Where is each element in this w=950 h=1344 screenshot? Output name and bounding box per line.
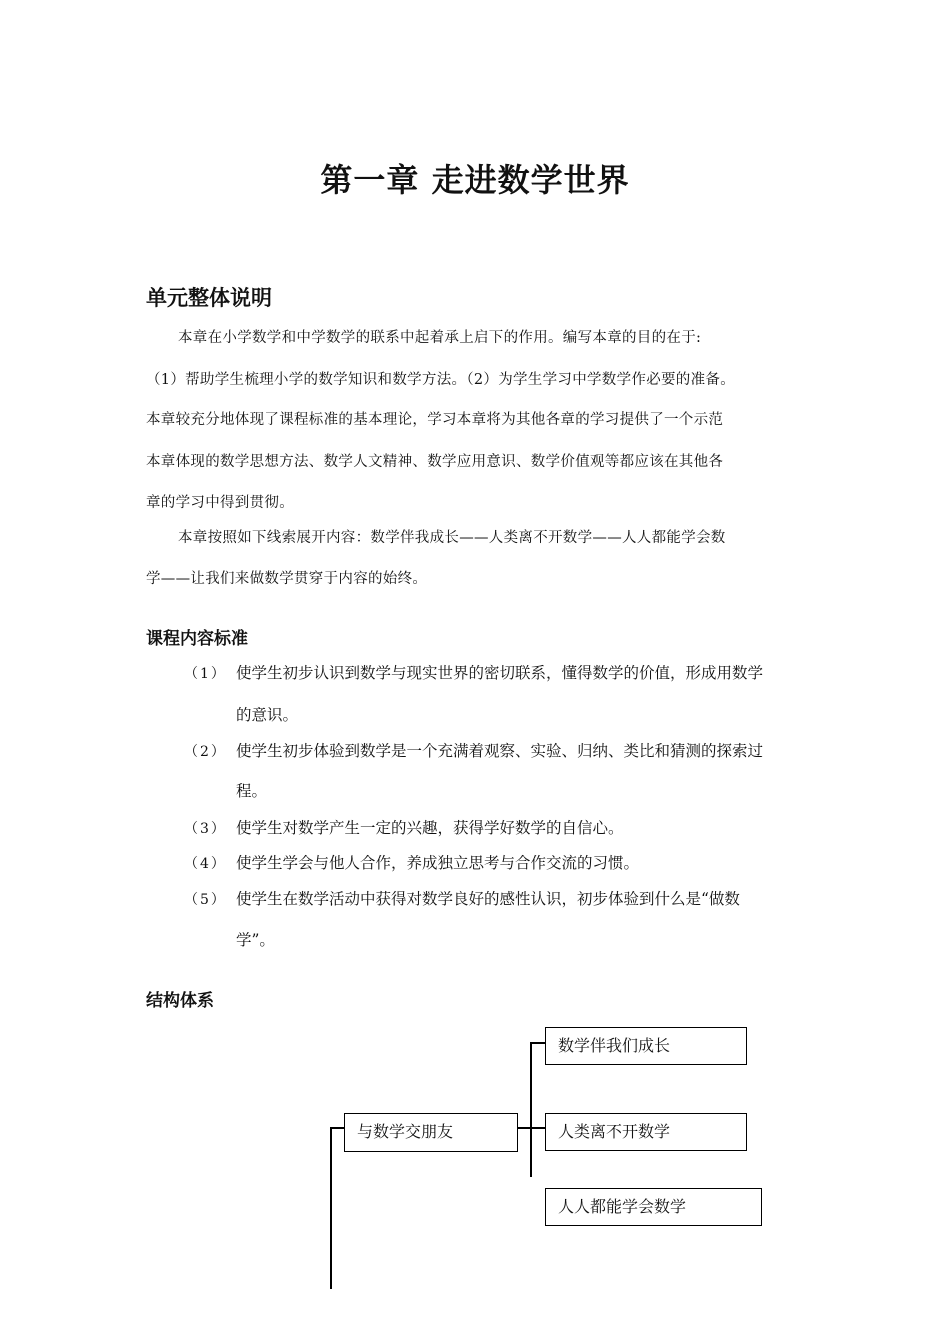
diagram-child-box-3 — [545, 1188, 762, 1226]
standard-number-5: （5） — [184, 892, 227, 908]
diagram-branch-line — [530, 1042, 532, 1177]
overview-line-3: 本章较充分地体现了课程标准的基本理论，学习本章将为其他各章的学习提供了一个示范 — [146, 412, 724, 428]
standard-number-3: （3） — [184, 821, 227, 837]
diagram-child-label-2: 人类离不开数学 — [558, 1122, 671, 1141]
overview-line-5: 章的学习中得到贯彻。 — [146, 495, 294, 511]
standard-item-2-line-2: 程。 — [236, 782, 268, 800]
diagram-child-2-connector — [530, 1127, 546, 1129]
standard-item-4-line-1: 使学生学会与他人合作，养成独立思考与合作交流的习惯。 — [236, 854, 640, 872]
standard-item-1-line-1: 使学生初步认识到数学与现实世界的密切联系，懂得数学的价值，形成用数学 — [236, 664, 764, 682]
overview-line-6: 本章按照如下线索展开内容：数学伴我成长——人类离不开数学——人人都能学会数 — [178, 530, 726, 546]
diagram-child-label-3: 人人都能学会数学 — [558, 1197, 687, 1216]
standard-item-5-line-2: 学”。 — [236, 931, 275, 949]
standard-number-2: （2） — [184, 744, 227, 760]
diagram-root-connector — [330, 1127, 345, 1129]
diagram-root-box — [344, 1113, 518, 1152]
standard-item-1-line-2: 的意识。 — [236, 706, 299, 724]
standard-number-4: （4） — [184, 856, 227, 872]
standard-item-5-line-1: 使学生在数学活动中获得对数学良好的感性认识，初步体验到什么是“做数 — [236, 890, 740, 908]
standard-item-2-line-1: 使学生初步体验到数学是一个充满着观察、实验、归纳、类比和猜测的探索过 — [236, 742, 764, 760]
standard-item-3-line-1: 使学生对数学产生一定的兴趣，获得学好数学的自信心。 — [236, 819, 624, 837]
diagram-branch-connector — [517, 1127, 531, 1129]
section-heading-overview: 单元整体说明 — [146, 286, 272, 310]
diagram-child-1-connector — [530, 1042, 546, 1044]
overview-line-2: （1）帮助学生梳理小学的数学知识和数学方法。（2）为学生学习中学数学作必要的准备。 — [146, 372, 735, 388]
overview-line-1: 本章在小学数学和中学数学的联系中起着承上启下的作用。编写本章的目的在于: — [178, 330, 702, 346]
diagram-trunk-line — [330, 1127, 332, 1289]
diagram-root-label: 与数学交朋友 — [357, 1122, 454, 1141]
section-heading-standards: 课程内容标准 — [146, 629, 248, 649]
overview-line-7: 学——让我们来做数学贯穿于内容的始终。 — [146, 571, 428, 587]
standard-number-1: （1） — [184, 666, 227, 682]
chapter-title: 第一章 走进数学世界 — [320, 161, 630, 199]
diagram-child-box-2 — [545, 1113, 747, 1151]
section-heading-structure: 结构体系 — [146, 991, 214, 1011]
diagram-child-box-1 — [545, 1027, 747, 1065]
diagram-child-label-1: 数学伴我们成长 — [558, 1036, 671, 1055]
overview-line-4: 本章体现的数学思想方法、数学人文精神、数学应用意识、数学价值观等都应该在其他各 — [146, 454, 724, 470]
